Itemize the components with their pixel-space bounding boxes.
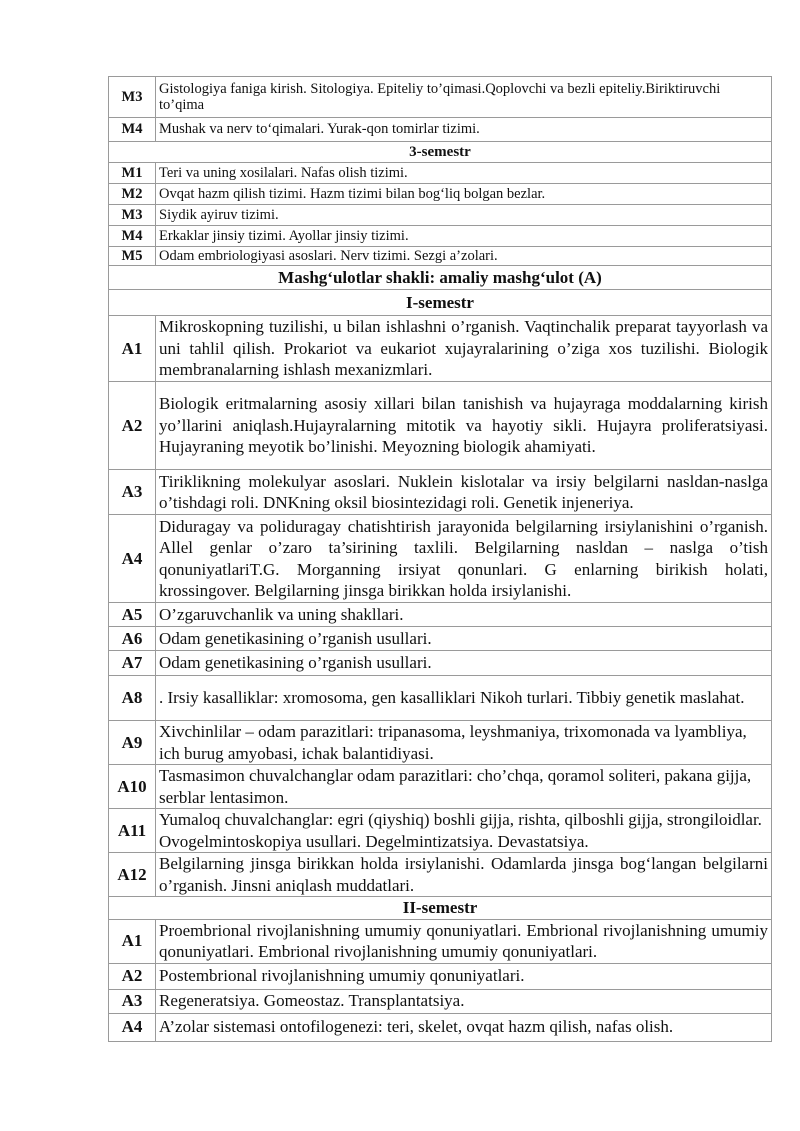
session-code: A5 [109,603,156,627]
session-code: M1 [109,163,156,184]
table-row [109,676,772,721]
session-topic: Teri va uning xosilalari. Nafas olish tizimi. [156,163,772,184]
table-row [109,470,772,515]
session-topic: Odam embriologiyasi asoslari. Nerv tizimi. Sezgi a’zolari. [156,247,772,266]
session-topic: Odam genetikasining o’rganish usullari. [156,627,772,651]
table-row [109,603,772,627]
table-row [109,1013,772,1041]
table-row [109,184,772,205]
table-row [109,77,772,118]
session-topic: Odam genetikasining o’rganish usullari. [156,651,772,676]
session-code: A10 [109,765,156,809]
section-header-row [109,142,772,163]
session-topic: Mikroskopning tuzilishi, u bilan ishlashni o’rganish. Vaqtinchalik preparat tayyorlash va uni tahlil qilish. Prokariot va eukariot xujayralarining o’ziga xos tuzilishi. Biologik membranalarning ishlash mexanizmlari. [156,316,772,382]
session-code: A2 [109,963,156,989]
session-topic: Postembrional rivojlanishning umumiy qonuniyatlari. [156,963,772,989]
session-topic: Diduragay va poliduragay chatishtirish jarayonida belgilarning irsiylanishini o’rganish. Allel genlar o’zaro ta’sirining taxlili. Belgilarning nasldan – naslga o’tish qonuniyatlariT.G. Morganning irsiyat qonunlari. G enlarning birikish holati, krossingover. Belgilarning jinsga birikkan holda irsiylanishi. [156,515,772,603]
session-topic: Mushak va nerv to‘qimalari. Yurak-qon tomirlar tizimi. [156,118,772,142]
section-header: 3-semestr [109,142,772,163]
session-topic: Tiriklikning molekulyar asoslari. Nuklein kislotalar va irsiy belgilarni nasldan-naslga o’tishdagi roli. DNKning oksil biosintezidagi roli. Genetik injeneriya. [156,470,772,515]
session-topic: Ovqat hazm qilish tizimi. Hazm tizimi bilan bog‘liq bolgan bezlar. [156,184,772,205]
session-topic: Yumaloq chuvalchanglar: egri (qiyshiq) boshli gijja, rishta, qilboshli gijja, strongiloidlar. Ovogelmintoskopiya usullari. Degelmintizatsiya. Devastatsiya. [156,809,772,853]
table-row [109,163,772,184]
syllabus-table [108,76,772,1042]
table-row [109,316,772,382]
session-topic: A’zolar sistemasi ontofilogenezi: teri, skelet, ovqat hazm qilish, nafas olish. [156,1013,772,1041]
session-code: A3 [109,470,156,515]
session-topic: Xivchinlilar – odam parazitlari: tripanasoma, leyshmaniya, trixomonada va lyambliya, ich burug amyobasi, ichak balantidiyasi. [156,721,772,765]
section-header-row [109,897,772,920]
session-topic: O’zgaruvchanlik va uning shakllari. [156,603,772,627]
table-row [109,989,772,1013]
table-row [109,809,772,853]
session-code: A4 [109,515,156,603]
session-code: M4 [109,226,156,247]
syllabus-table-body [109,77,772,1042]
session-topic: Belgilarning jinsga birikkan holda irsiylanishi. Odamlarda jinsga bog‘langan belgilarni o’rganish. Jinsni aniqlash muddatlari. [156,853,772,897]
table-row [109,205,772,226]
table-row [109,853,772,897]
session-code: A11 [109,809,156,853]
session-code: A8 [109,676,156,721]
section-header: Mashg‘ulotlar shakli: amaliy mashg‘ulot (A) [109,266,772,290]
session-code: M4 [109,118,156,142]
session-code: A3 [109,989,156,1013]
table-row [109,765,772,809]
section-header: I-semestr [109,290,772,316]
session-code: A7 [109,651,156,676]
table-row [109,919,772,963]
section-header-row [109,266,772,290]
session-code: A4 [109,1013,156,1041]
session-topic: Tasmasimon chuvalchanglar odam parazitlari: cho’chqa, qoramol soliteri, pakana gijja, serblar lentasimon. [156,765,772,809]
session-code: A1 [109,316,156,382]
session-code: M2 [109,184,156,205]
session-code: A9 [109,721,156,765]
session-topic: Siydik ayiruv tizimi. [156,205,772,226]
session-code: M3 [109,77,156,118]
section-header-row [109,290,772,316]
table-row [109,963,772,989]
session-topic: Regeneratsiya. Gomeostaz. Transplantatsiya. [156,989,772,1013]
session-code: A2 [109,382,156,470]
session-code: M3 [109,205,156,226]
table-row [109,382,772,470]
table-row [109,226,772,247]
table-row [109,651,772,676]
session-topic: Erkaklar jinsiy tizimi. Ayollar jinsiy tizimi. [156,226,772,247]
table-row [109,721,772,765]
section-header: II-semestr [109,897,772,920]
session-code: A1 [109,919,156,963]
session-code: A6 [109,627,156,651]
table-row [109,515,772,603]
session-topic: Proembrional rivojlanishning umumiy qonuniyatlari. Embrional rivojlanishning umumiy qonuniyatlari. Embrional rivojlanishning umumiy qonuniyatlari. [156,919,772,963]
table-row [109,627,772,651]
session-topic: . Irsiy kasalliklar: xromosoma, gen kasalliklari Nikoh turlari. Tibbiy genetik maslahat. [156,676,772,721]
table-row [109,247,772,266]
table-row [109,118,772,142]
session-topic: Gistologiya faniga kirish. Sitologiya. Epiteliy to’qimasi.Qoplovchi va bezli epiteliy.Biriktiruvchi to’qima [156,77,772,118]
session-code: A12 [109,853,156,897]
session-topic: Biologik eritmalarning asosiy xillari bilan tanishish va hujayraga moddalarning kirish yo’llarini aniqlash.Hujayralarning mitotik va hayotiy sikli. Hujayra proliferatsiyasi. Hujayraning meyotik bo’linishi. Meyozning biologik ahamiyati. [156,382,772,470]
session-code: M5 [109,247,156,266]
